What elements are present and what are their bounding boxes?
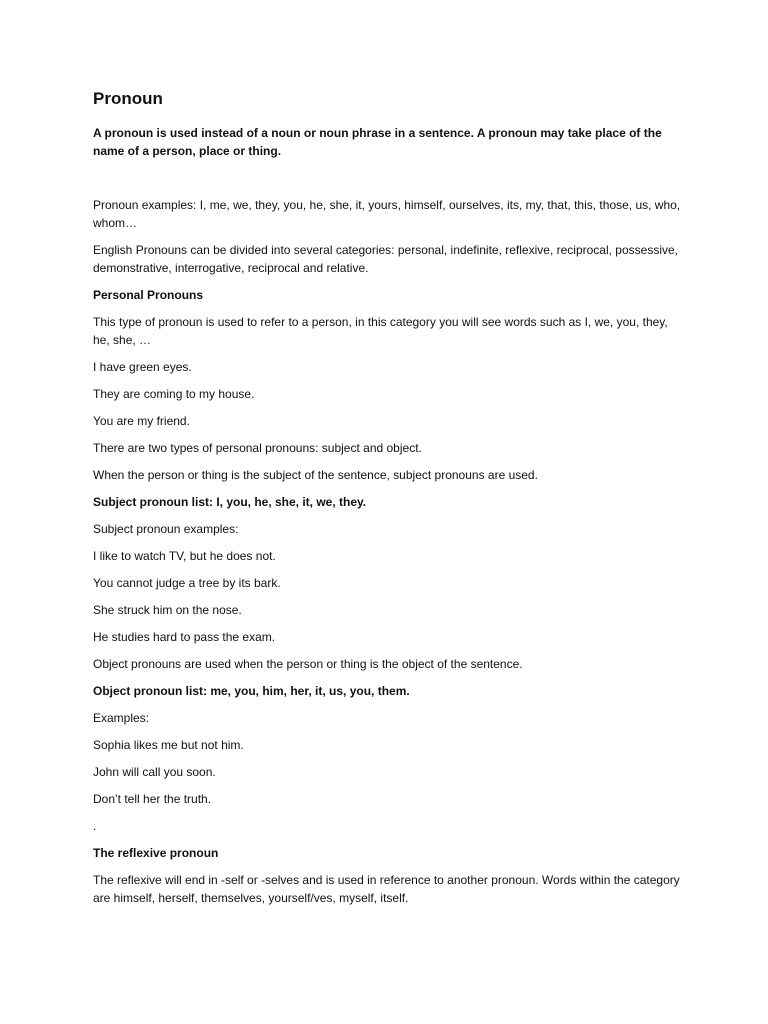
subject-example: He studies hard to pass the exam.	[93, 630, 276, 644]
stray-dot: .	[93, 819, 97, 833]
reflexive-pronoun-heading: The reflexive pronoun	[93, 846, 219, 860]
personal-example: I have green eyes.	[93, 360, 192, 374]
object-usage-paragraph: Object pronouns are used when the person or thing is the object of the sentence.	[93, 657, 523, 671]
personal-example: They are coming to my house.	[93, 387, 255, 401]
intro-paragraph: A pronoun is used instead of a noun or noun phrase in a sentence. A pronoun may take place of the name of a person, place or thing.	[93, 126, 662, 158]
document-page	[93, 88, 683, 916]
subject-example: She struck him on the nose.	[93, 603, 242, 617]
personal-pronouns-heading: Personal Pronouns	[93, 288, 204, 302]
subject-pronoun-list: Subject pronoun list: I, you, he, she, it, we, they.	[93, 495, 367, 509]
object-example: Don’t tell her the truth.	[93, 792, 212, 806]
reflexive-pronoun-description: The reflexive will end in -self or -selves and is used in reference to another pronoun. Words within the category are himself, herself, themselves, yourself/ves, myself, itself.	[93, 873, 680, 905]
two-types-paragraph: There are two types of personal pronouns: subject and object.	[93, 441, 422, 455]
personal-pronouns-description: This type of pronoun is used to refer to a person, in this category you will see words such as I, we, you, they, he, she, …	[93, 315, 668, 347]
page-title: Pronoun	[93, 89, 163, 108]
categories-paragraph: English Pronouns can be divided into several categories: personal, indefinite, reflexive, reciprocal, possessive, demonstrative, interrogative, reciprocal and relative.	[93, 243, 678, 275]
subject-usage-paragraph: When the person or thing is the subject of the sentence, subject pronouns are used.	[93, 468, 538, 482]
examples-paragraph: Pronoun examples: I, me, we, they, you, he, she, it, yours, himself, ourselves, its, my, that, this, those, us, who, whom…	[93, 198, 681, 230]
object-examples-label: Examples:	[93, 711, 150, 725]
subject-example: You cannot judge a tree by its bark.	[93, 576, 281, 590]
personal-example: You are my friend.	[93, 414, 190, 428]
object-example: Sophia likes me but not him.	[93, 738, 244, 752]
spacer	[93, 169, 683, 196]
object-example: John will call you soon.	[93, 765, 216, 779]
subject-examples-label: Subject pronoun examples:	[93, 522, 239, 536]
subject-example: I like to watch TV, but he does not.	[93, 549, 276, 563]
object-pronoun-list: Object pronoun list: me, you, him, her, it, us, you, them.	[93, 684, 410, 698]
